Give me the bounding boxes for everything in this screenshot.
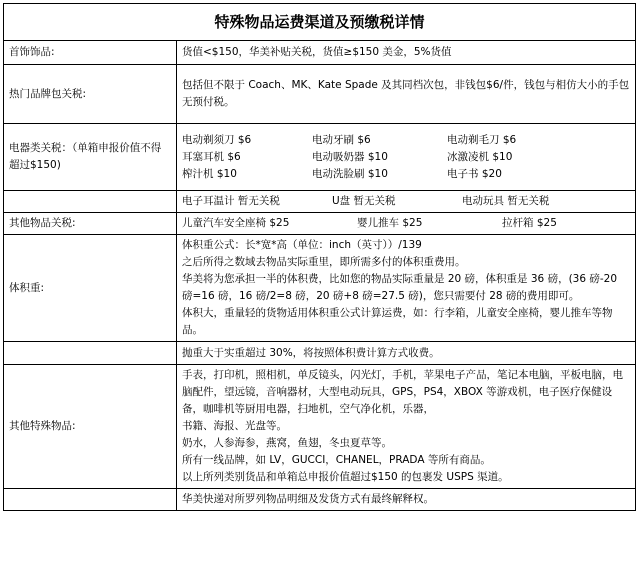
volume-label: 体积重: <box>4 235 177 342</box>
volume-formula: 体积重公式：长*宽*高（单位：inch（英寸））/139 <box>182 239 422 251</box>
special-row <box>4 365 636 489</box>
list-item: 拉杆箱 $25 <box>502 217 557 229</box>
special-line: 所有一线品牌，如 LV，GUCCI，CHANEL，PRADA 等所有商品。 <box>182 454 491 466</box>
jewelry-row <box>4 41 636 65</box>
special-note: 华美快递对所罗列物品明细及发货方式有最终解释权。 <box>177 489 636 511</box>
jewelry-text: 货值<$150，华美补贴关税，货值≥$150 美金，5%货值 <box>177 41 636 65</box>
special-label: 其他特殊物品: <box>4 365 177 489</box>
list-item: U盘 暂无关税 <box>332 195 396 207</box>
volume-row <box>4 235 636 342</box>
list-item: 冰激凌机 $10 <box>447 150 513 163</box>
volume-note: 抛重大于实重超过 30%，将按照体积费计算方式收费。 <box>177 342 636 365</box>
list-item: 耳塞耳机 $6 <box>182 150 241 163</box>
volume-text <box>177 235 636 342</box>
volume-line: 之后所得之数域去物品实际重里，即所需多付的体积重费用。 <box>182 256 466 268</box>
list-item: 电动剃须刀 $6 <box>182 133 252 146</box>
electrical-extra <box>177 191 636 213</box>
other-tax-items <box>177 213 636 235</box>
other-tax-label: 其他物品关税: <box>4 213 177 235</box>
empty-label <box>4 342 177 365</box>
list-item: 榨汁机 $10 <box>182 167 237 180</box>
list-item: 电动吸奶器 $10 <box>312 150 388 163</box>
special-text <box>177 365 636 489</box>
electrical-items <box>177 124 636 191</box>
volume-note-row <box>4 342 636 365</box>
volume-line: 华美将为您承担一半的体积费，比如您的物品实际重量是 20 磅，体积重是 36 磅，(36 磅-20 磅=16 磅，16 磅/2=8 磅，20 磅+8 磅=27.5 磅)，您只需要付 28 磅的费用即可。 <box>182 273 618 302</box>
list-item: 电子耳温计 暂无关税 <box>182 195 280 207</box>
title-row <box>4 4 636 41</box>
electrical-label: 电器类关税：（单箱申报价值不得超过$150) <box>4 124 177 191</box>
bags-label: 热门品牌包关税: <box>4 65 177 124</box>
volume-line: 体积大，重量轻的货物适用体积重公式计算运费，如：行李箱，儿童安全座椅，婴儿推车等物品。 <box>182 307 613 336</box>
list-item: 电动玩具 暂无关税 <box>462 195 550 207</box>
list-item: 电子书 $20 <box>447 167 502 180</box>
bags-row <box>4 65 636 124</box>
electrical-extra-row <box>4 191 636 213</box>
special-line: 手表，打印机，照相机，单反镜头，闪光灯，手机，苹果电子产品，笔记本电脑，平板电脑，电脑配件，望远镜，音响器材，大型电动玩具，GPS，PS4，XBOX 等游戏机，电子医疗保健设备，咖啡机等厨用电器，扫地机，空气净化机，乐器， <box>182 369 623 415</box>
special-note-row <box>4 489 636 511</box>
empty-label <box>4 489 177 511</box>
bags-text: 包括但不限于 Coach、MK、Kate Spade 及其同档次包，非钱包$6/件，钱包与相仿大小的手包无预付税。 <box>177 65 636 124</box>
table-title: 特殊物品运费渠道及预缴税详情 <box>4 4 636 41</box>
list-item: 婴儿推车 $25 <box>357 217 423 229</box>
electrical-row <box>4 124 636 191</box>
list-item: 电动洗脸刷 $10 <box>312 167 388 180</box>
list-item: 电动牙刷 $6 <box>312 133 371 146</box>
other-tax-grid <box>182 215 630 232</box>
jewelry-label: 首饰饰品: <box>4 41 177 65</box>
special-line: 奶水，人参海参，燕窝，鱼翅，冬虫夏草等。 <box>182 437 392 449</box>
electrical-extra-grid <box>182 193 630 210</box>
other-tax-row <box>4 213 636 235</box>
electrical-grid <box>182 132 630 183</box>
list-item: 电动剃毛刀 $6 <box>447 133 517 146</box>
empty-label <box>4 191 177 213</box>
tax-detail-table <box>3 3 636 511</box>
special-line: 书籍、海报、光盘等。 <box>182 420 287 432</box>
list-item: 儿童汽车安全座椅 $25 <box>182 217 290 229</box>
special-line: 以上所列类别货品和单箱总申报价值超过$150 的包裹发 USPS 渠道。 <box>182 471 509 483</box>
